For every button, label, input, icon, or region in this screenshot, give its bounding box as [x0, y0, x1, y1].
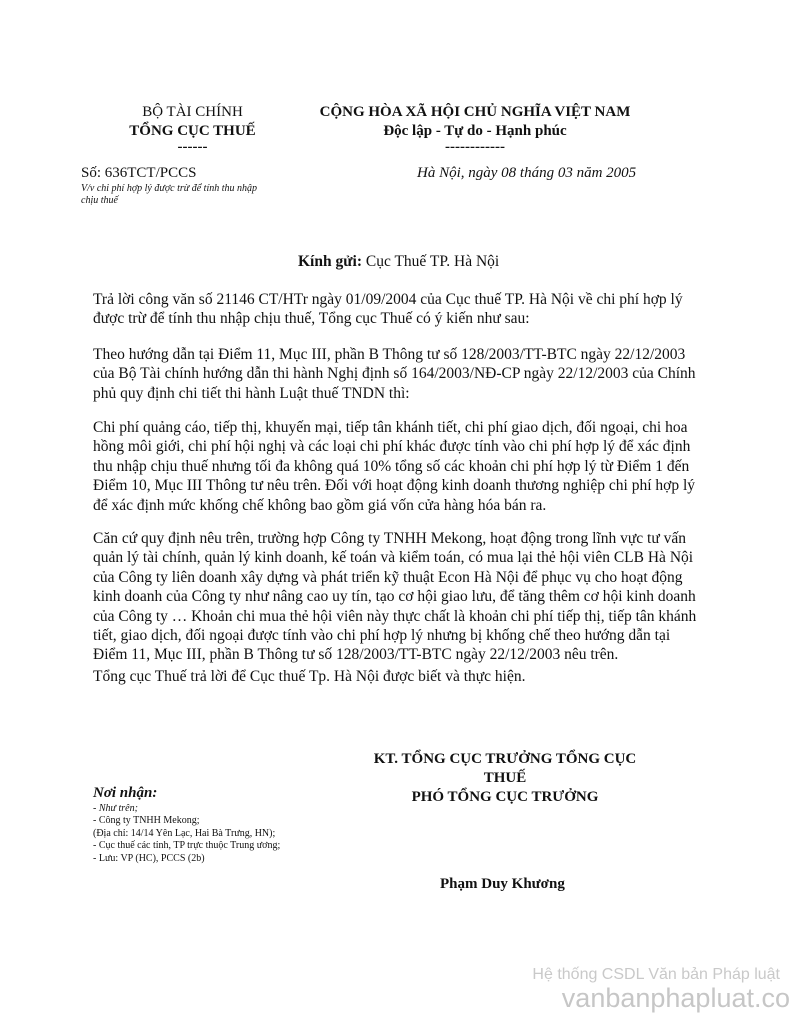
document-number: Số: 636TCT/PCCS [81, 165, 197, 181]
ministry-name: BỘ TÀI CHÍNH [142, 104, 243, 120]
text-line: của Công ty … Khoản chi mua thẻ hội viên này thực chất là khoản chi phí tiếp thị, tiếp tân khánh [93, 607, 697, 625]
list-item: - Như trên; [93, 803, 138, 814]
paragraph [93, 667, 526, 686]
signature-title-line: KT. TỔNG CỤC TRƯỞNG TỔNG CỤC [373, 751, 637, 767]
subject-line: V/v chi phí hợp lý được trừ để tính thu nhập [81, 183, 258, 194]
text-line: Điểm 10, Mục III Thông tư nêu trên. Đối với hoạt động kinh doanh thương nghiệp chi phí hợp lý [93, 477, 696, 495]
list-item: - Lưu: VP (HC), PCCS (2b) [93, 852, 205, 864]
paragraph [93, 418, 695, 515]
national-motto: Độc lập - Tự do - Hạnh phúc [383, 123, 567, 139]
text-line: Tổng cục Thuế trả lời để Cục thuế Tp. Hà Nội được biết và thực hiện. [93, 668, 526, 685]
document-subject [81, 183, 301, 207]
subject-line: chịu thuế [81, 195, 118, 206]
issuer-rule: ------ [177, 139, 208, 155]
national-heading [290, 103, 660, 153]
signature-title-line: THUẾ [483, 770, 527, 786]
list-item: - Cục thuế các tỉnh, TP trực thuộc Trung ương; [93, 840, 281, 852]
recipients-block [93, 785, 280, 865]
text-line: Điểm 11, Mục III, phần B Thông tư số 128/2003/TT-BTC ngày 22/12/2003 nêu trên. [93, 646, 619, 664]
recipients-list [93, 803, 280, 865]
signature-block [340, 750, 670, 807]
text-line: kinh doanh của Công ty như nâng cao uy tín, tạo cơ hội giao lưu, để tăng thêm cơ hội kinh doanh [93, 588, 696, 606]
place-and-date: Hà Nội, ngày 08 tháng 03 năm 2005 [417, 165, 637, 181]
text-line: phủ quy định chi tiết thi hành Luật thuế TNDN thì: [93, 384, 410, 402]
text-line: quản lý tài chính, quản lý kinh doanh, kế toán và kiểm toán, có mua lại thẻ hội viên CLB Hà Nội [93, 549, 694, 567]
text-line: tiết, giao dịch, đối ngoại được tính vào chi phí hợp lý nhưng bị khống chế theo hướng dẫn tại [93, 627, 671, 645]
text-line: của Công ty liên doanh xây dựng và phát triển kỹ thuật Econ Hà Nội để phục vụ cho hoạt động [93, 568, 683, 586]
list-item: - Công ty TNHH Mekong; [93, 815, 200, 827]
paragraph [93, 290, 683, 329]
text-line: để xác định mức khống chế không bao gồm giá vốn cửa hàng hóa bán ra. [93, 496, 547, 514]
paragraph [93, 529, 696, 665]
text-line: Chi phí quảng cáo, tiếp thị, khuyến mại, tiếp tân khánh tiết, chi phí giao dịch, đối ngoại, chi hoa [93, 419, 688, 436]
signer-name: Phạm Duy Khương [440, 876, 565, 892]
watermark-site: vanbanphapluat.co [561, 983, 790, 1013]
text-line: Căn cứ quy định nêu trên, trường hợp Công ty TNHH Mekong, hoạt động trong lĩnh vực tư vấn [93, 530, 687, 547]
watermark-caption: Hệ thống CSDL Văn bản Pháp luật [532, 966, 780, 983]
salutation-recipient: Cục Thuế TP. Hà Nội [365, 253, 500, 270]
paragraph [93, 345, 696, 403]
motto-rule: ------------ [445, 139, 505, 155]
text-line: Theo hướng dẫn tại Điểm 11, Mục III, phần B Thông tư số 128/2003/TT-BTC ngày 22/12/2003 [93, 346, 686, 363]
nation-title: CỘNG HÒA XÃ HỘI CHỦ NGHĨA VIỆT NAM [319, 104, 631, 120]
issuer-block [100, 103, 285, 153]
recipients-title: Nơi nhận: [93, 785, 158, 801]
text-line: của Bộ Tài chính hướng dẫn thi hành Nghị định số 164/2003/NĐ-CP ngày 22/12/2003 của Chính [93, 365, 696, 383]
salutation [298, 253, 499, 271]
text-line: được trừ để tính thu nhập chịu thuế, Tổng cục Thuế có ý kiến như sau: [93, 310, 530, 328]
department-name: TỔNG CỤC THUẾ [129, 123, 256, 139]
text-line: thu nhập chịu thuế nhưng tối đa không quá 10% tổng số các khoản chi phí hợp lý từ Điểm 1 đến [93, 457, 690, 475]
text-line: hồng môi giới, chi phí hội nghị và các loại chi phí khác được tính vào chi phí hợp lý để xác định [93, 438, 691, 456]
list-item: (Địa chỉ: 14/14 Yên Lạc, Hai Bà Trưng, HN); [93, 827, 276, 839]
salutation-label: Kính gửi: [298, 253, 362, 270]
text-line: Trả lời công văn số 21146 CT/HTr ngày 01/09/2004 của Cục thuế TP. Hà Nội về chi phí hợp lý [93, 291, 683, 308]
signature-title-line: PHÓ TỔNG CỤC TRƯỞNG [411, 789, 599, 805]
